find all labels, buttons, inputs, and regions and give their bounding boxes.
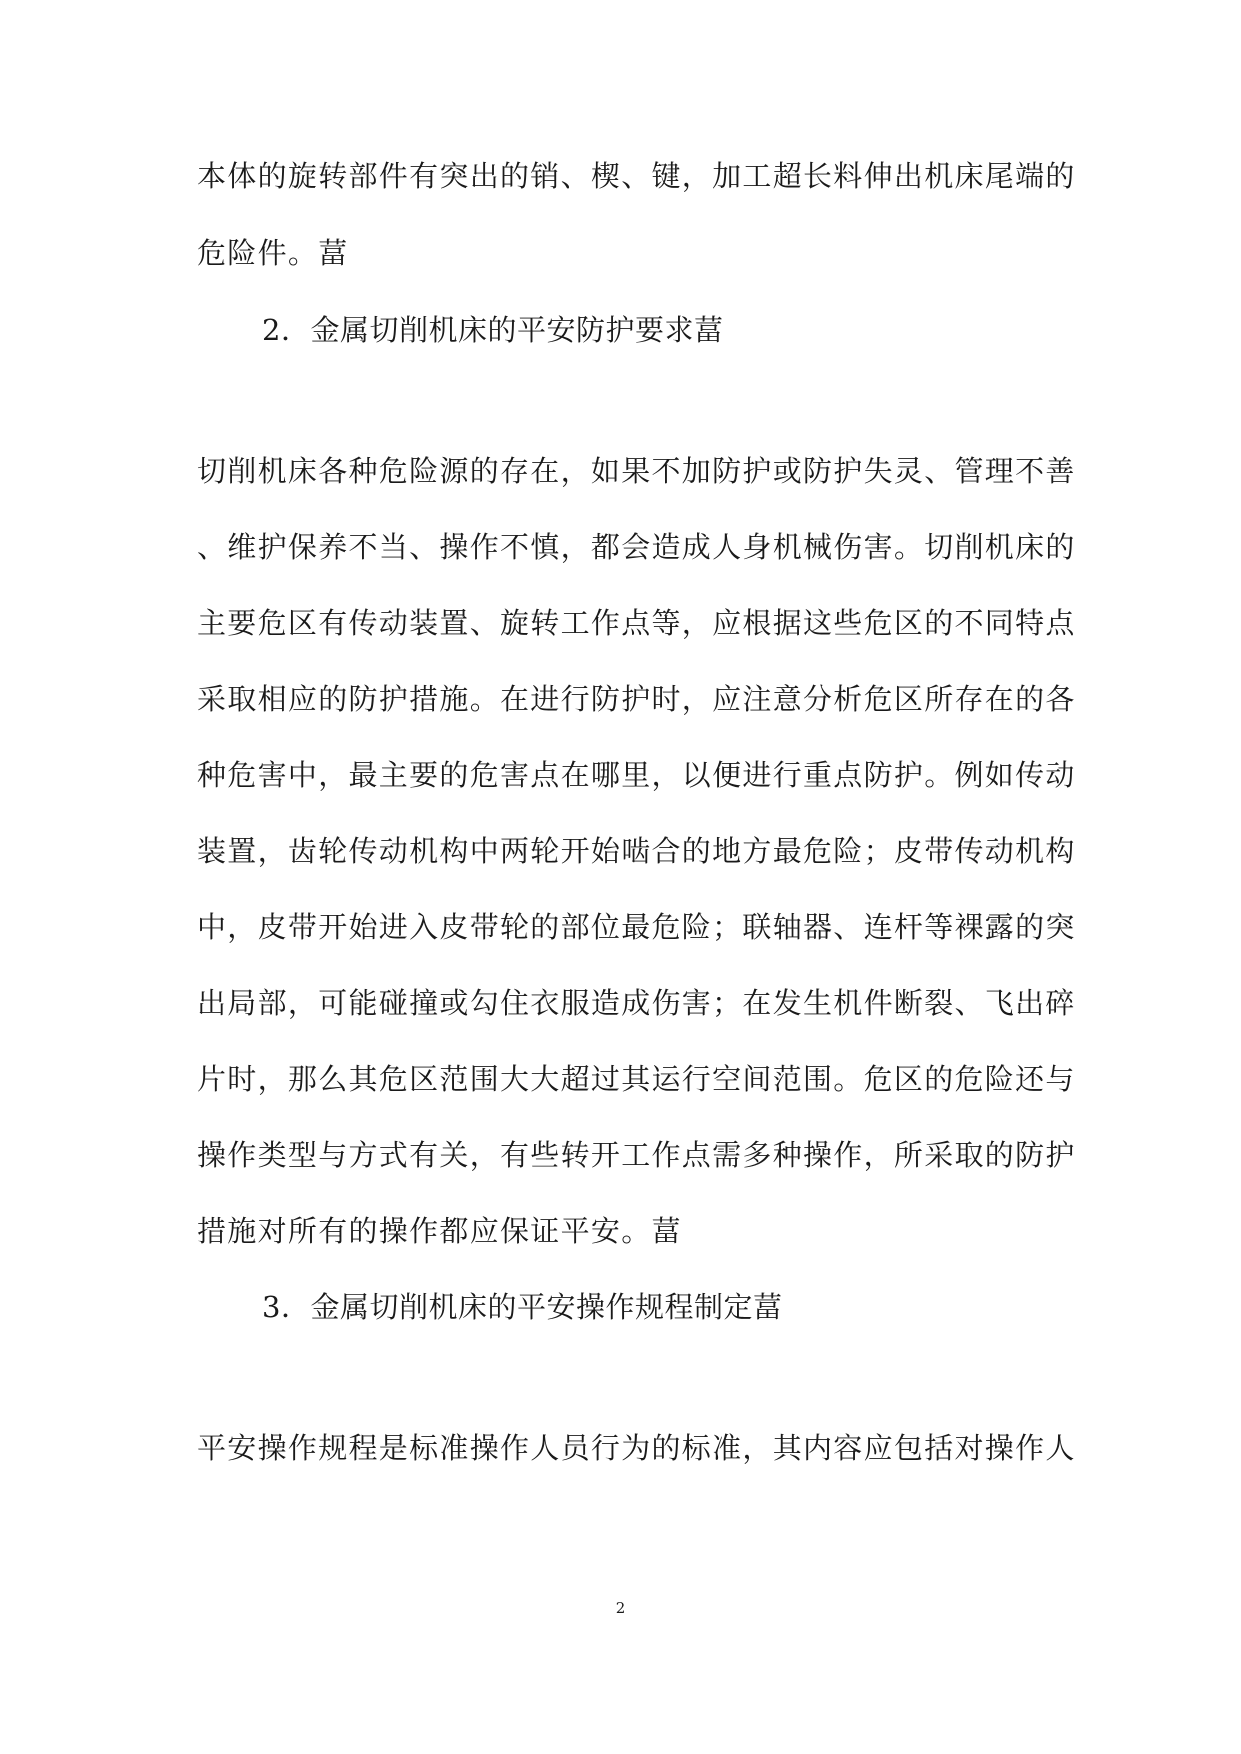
paragraph-line: 平安操作规程是标准操作人员行为的标准，其内容应包括对操作人 xyxy=(197,1431,1076,1465)
paragraph-line: 中，皮带开始进入皮带轮的部位最危险；联轴器、连杆等裸露的突 xyxy=(197,910,1076,944)
page-number: 2 xyxy=(615,1599,626,1617)
paragraph-line: 片时，那么其危区范围大大超过其运行空间范围。危区的危险还与 xyxy=(197,1062,1076,1096)
paragraph-line: 主要危区有传动装置、旋转工作点等，应根据这些危区的不同特点 xyxy=(197,606,1076,640)
paragraph-line: 装置，齿轮传动机构中两轮开始啮合的地方最危险；皮带传动机构 xyxy=(197,834,1076,868)
paragraph-line: 切削机床各种危险源的存在，如果不加防护或防护失灵、管理不善 xyxy=(197,454,1076,488)
paragraph-line: 操作类型与方式有关，有些转开工作点需多种操作，所采取的防护 xyxy=(197,1138,1076,1172)
paragraph-line: 危险件。葍 xyxy=(197,236,349,270)
paragraph-line: 种危害中，最主要的危害点在哪里，以便进行重点防护。例如传动 xyxy=(197,758,1076,792)
paragraph-line: 、维护保养不当、操作不慎，都会造成人身机械伤害。切削机床的 xyxy=(197,530,1076,564)
paragraph-line: 采取相应的防护措施。在进行防护时，应注意分析危区所存在的各 xyxy=(197,682,1076,716)
paragraph-line: 措施对所有的操作都应保证平安。葍 xyxy=(197,1214,682,1248)
section-heading-2: 2．金属切削机床的平安防护要求葍 xyxy=(262,313,724,347)
paragraph-line: 本体的旋转部件有突出的销、楔、键，加工超长料伸出机床尾端的 xyxy=(197,159,1076,193)
section-heading-3: 3．金属切削机床的平安操作规程制定葍 xyxy=(262,1290,783,1324)
paragraph-line: 出局部，可能碰撞或勾住衣服造成伤害；在发生机件断裂、飞出碎 xyxy=(197,986,1076,1020)
